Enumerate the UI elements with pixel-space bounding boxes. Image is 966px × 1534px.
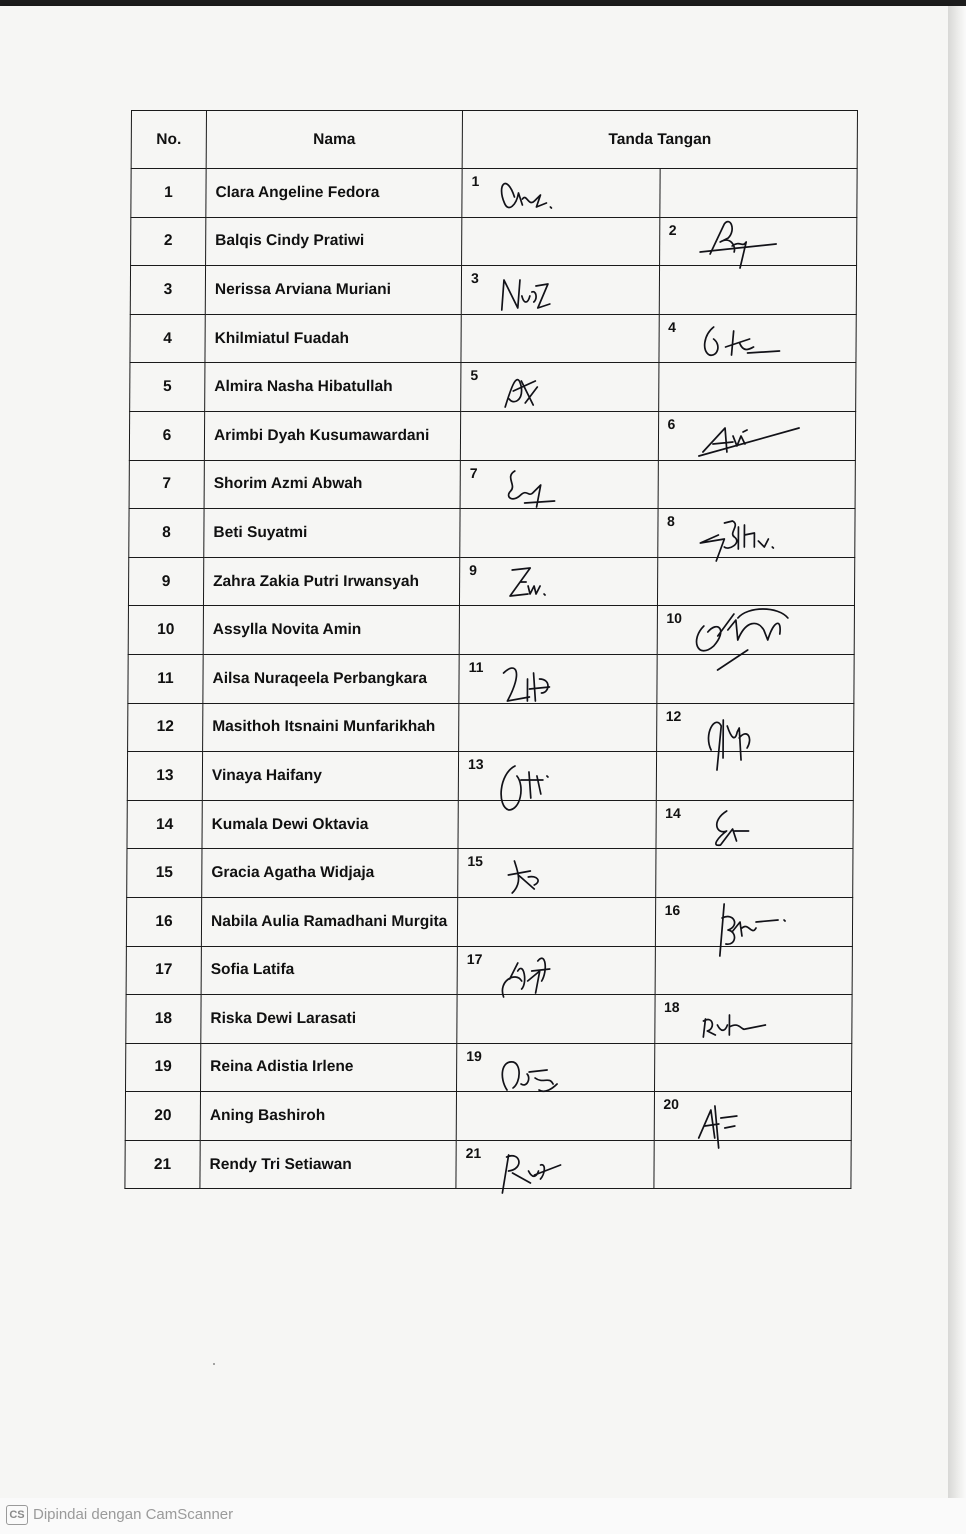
signature-cell-right <box>659 217 857 266</box>
row-number: 7 <box>129 460 204 509</box>
row-number: 11 <box>128 654 203 703</box>
row-number: 2 <box>131 217 206 266</box>
signature-stroke <box>508 861 538 893</box>
row-number: 15 <box>127 849 202 898</box>
signature-cell-right <box>659 169 857 218</box>
handwritten-signature <box>488 941 618 1003</box>
student-name: Masithoh Itsnaini Munfarikhah <box>203 703 459 752</box>
handwritten-signature <box>492 260 622 322</box>
table-row <box>125 1092 851 1141</box>
signature-cell-left <box>458 849 656 898</box>
handwritten-signature <box>685 989 815 1051</box>
signature-number: 11 <box>468 658 484 675</box>
row-number: 8 <box>129 509 204 558</box>
signature-cell-right <box>658 411 856 460</box>
student-name: Rendy Tri Setiawan <box>200 1140 456 1189</box>
student-name: Ailsa Nuraqeela Perbangkara <box>203 654 459 703</box>
row-number: 6 <box>129 411 204 460</box>
student-name: Khilmiatul Fuadah <box>205 314 461 363</box>
signature-cell-left <box>462 217 660 266</box>
signature-number: 4 <box>668 318 677 335</box>
student-name: Beti Suyatmi <box>204 509 460 558</box>
row-number: 4 <box>130 314 205 363</box>
camscanner-watermark: Dipindai dengan CamScanner <box>33 1506 234 1523</box>
handwritten-signature <box>491 357 621 419</box>
table-row <box>126 946 852 995</box>
signature-number: 15 <box>467 853 484 870</box>
handwritten-signature <box>684 1086 814 1148</box>
table-row <box>128 654 854 703</box>
row-number: 16 <box>126 897 201 946</box>
row-number: 21 <box>125 1140 200 1189</box>
signature-number: 1 <box>471 173 480 189</box>
signature-cell-left <box>458 752 656 801</box>
signature-cell-left <box>457 897 655 946</box>
row-number: 5 <box>130 363 205 412</box>
table-row <box>128 557 854 606</box>
page-edge-shadow <box>948 6 966 1498</box>
camscanner-logo-icon: CS <box>6 1505 28 1525</box>
row-number: 19 <box>126 1043 201 1092</box>
row-number: 14 <box>127 800 202 849</box>
header-signature: Tanda Tangan <box>462 111 857 169</box>
signature-cell-left <box>460 460 658 509</box>
student-name: Assylla Novita Amin <box>203 606 459 655</box>
student-name: Balqis Cindy Pratiwi <box>206 217 462 266</box>
signature-cell-right <box>658 363 856 412</box>
signature-cell-right <box>658 460 856 509</box>
table-row <box>130 314 856 363</box>
attendance-table <box>124 110 858 1189</box>
speck <box>213 1363 215 1365</box>
signature-number: 5 <box>470 367 479 384</box>
handwritten-signature <box>489 746 619 808</box>
table-row <box>129 509 855 558</box>
table-row <box>127 849 853 898</box>
signature-stroke <box>505 380 537 407</box>
signature-number: 9 <box>469 561 478 578</box>
row-number: 13 <box>127 752 202 801</box>
handwritten-signature <box>487 1038 617 1100</box>
signature-cell-left <box>460 509 658 558</box>
signature-cell-right <box>655 897 853 946</box>
signature-number: 21 <box>465 1144 482 1161</box>
signature-cell-left <box>460 411 658 460</box>
table-row <box>126 897 852 946</box>
handwritten-signature <box>486 1135 616 1197</box>
signature-number: 16 <box>664 901 681 918</box>
handwritten-signature <box>492 163 622 225</box>
row-number: 10 <box>128 606 203 655</box>
signature-number: 19 <box>466 1047 482 1064</box>
student-name: Shorim Azmi Abwah <box>204 460 460 509</box>
signature-cell-left <box>459 654 657 703</box>
student-name: Riska Dewi Larasati <box>201 995 457 1044</box>
handwritten-signature <box>686 795 816 857</box>
row-number: 9 <box>128 557 203 606</box>
table-row <box>125 1140 851 1189</box>
signature-stroke <box>502 280 550 310</box>
table-row <box>128 703 854 752</box>
student-name: Zahra Zakia Putri Irwansyah <box>203 557 459 606</box>
row-number: 1 <box>131 169 206 218</box>
table-header-row <box>131 111 857 169</box>
signature-stroke <box>703 1015 765 1037</box>
handwritten-signature <box>491 455 621 517</box>
signature-cell-left <box>462 169 660 218</box>
signature-number: 2 <box>668 221 677 238</box>
signature-cell-left <box>461 363 659 412</box>
signature-stroke <box>700 521 773 561</box>
signature-number: 14 <box>665 804 681 821</box>
signature-cell-right <box>657 606 855 655</box>
signature-cell-right <box>658 314 856 363</box>
signature-cell-right <box>657 509 855 558</box>
handwritten-signature <box>690 212 820 274</box>
signature-cell-left <box>459 606 657 655</box>
row-number: 18 <box>126 995 201 1044</box>
signature-cell-right <box>654 995 852 1044</box>
handwritten-signature <box>685 892 815 954</box>
signature-cell-left <box>461 266 659 315</box>
handwritten-signature <box>488 843 618 905</box>
table-row <box>126 1043 852 1092</box>
student-name: Vinaya Haifany <box>202 752 458 801</box>
table-row <box>127 752 853 801</box>
signature-stroke <box>502 1155 560 1193</box>
signature-cell-right <box>656 703 854 752</box>
signature-cell-left <box>458 800 656 849</box>
signature-cell-left <box>456 1092 654 1141</box>
signature-number: 8 <box>666 513 675 530</box>
table-row <box>129 411 855 460</box>
signature-cell-left <box>459 557 657 606</box>
table-row <box>127 800 853 849</box>
table-row <box>131 217 857 266</box>
table-row <box>130 363 856 412</box>
row-number: 12 <box>128 703 203 752</box>
table-row <box>129 460 855 509</box>
signature-cell-right <box>654 1092 852 1141</box>
handwritten-signature <box>687 698 817 760</box>
row-number: 17 <box>126 946 201 995</box>
student-name: Kumala Dewi Oktavia <box>202 800 458 849</box>
signature-stroke <box>502 958 549 997</box>
table-row <box>126 995 852 1044</box>
handwritten-signature <box>687 600 817 662</box>
signature-cell-left <box>456 1140 654 1189</box>
signature-number: 6 <box>667 415 676 432</box>
signature-cell-right <box>655 800 853 849</box>
signature-cell-right <box>655 946 853 995</box>
signature-cell-right <box>653 1140 851 1189</box>
student-name: Sofia Latifa <box>201 946 457 995</box>
row-number: 20 <box>125 1092 200 1141</box>
row-number: 3 <box>130 266 205 315</box>
signature-stroke <box>700 221 776 267</box>
signature-number: 17 <box>466 950 483 967</box>
table-body <box>125 169 857 1189</box>
handwritten-signature <box>490 552 620 614</box>
signature-stroke <box>510 568 545 596</box>
signature-cell-right <box>654 1043 852 1092</box>
signature-number: 12 <box>665 707 682 724</box>
header-no: No. <box>131 111 206 169</box>
signature-cell-left <box>461 314 659 363</box>
student-name: Almira Nasha Hibatullah <box>205 363 461 412</box>
handwritten-signature <box>489 649 619 711</box>
student-name: Nerissa Arviana Muriani <box>205 266 461 315</box>
student-name: Arimbi Dyah Kusumawardani <box>204 411 460 460</box>
student-name: Clara Angeline Fedora <box>206 169 462 218</box>
handwritten-signature <box>689 309 819 371</box>
table-row <box>131 169 857 218</box>
signature-cell-left <box>457 1043 655 1092</box>
signature-stroke <box>704 327 779 355</box>
signature-number: 18 <box>663 999 680 1016</box>
signature-number: 20 <box>663 1096 680 1113</box>
header-name: Nama <box>206 111 462 169</box>
signature-stroke <box>502 1062 557 1091</box>
signature-cell-left <box>457 995 655 1044</box>
signature-number: 13 <box>467 756 484 773</box>
signature-stroke <box>501 184 551 208</box>
signature-cell-left <box>459 703 657 752</box>
student-name: Gracia Agatha Widjaja <box>202 849 458 898</box>
handwritten-signature <box>688 503 818 565</box>
student-name: Aning Bashiroh <box>200 1092 456 1141</box>
table-row <box>128 606 854 655</box>
signature-number: 7 <box>469 464 478 481</box>
student-name: Reina Adistia Irlene <box>201 1043 457 1092</box>
handwritten-signature <box>688 406 818 468</box>
signature-cell-right <box>656 752 854 801</box>
signature-stroke <box>715 811 748 845</box>
signature-number: 3 <box>470 270 479 287</box>
signature-number: 10 <box>666 610 683 627</box>
signature-cell-right <box>655 849 853 898</box>
table-row <box>130 266 856 315</box>
signature-cell-left <box>457 946 655 995</box>
signature-stroke <box>698 428 798 456</box>
signature-stroke <box>503 668 549 701</box>
signature-stroke <box>508 471 554 507</box>
student-name: Nabila Aulia Ramadhani Murgita <box>201 897 457 946</box>
signature-cell-right <box>657 557 855 606</box>
signature-cell-right <box>656 654 854 703</box>
signature-cell-right <box>659 266 857 315</box>
